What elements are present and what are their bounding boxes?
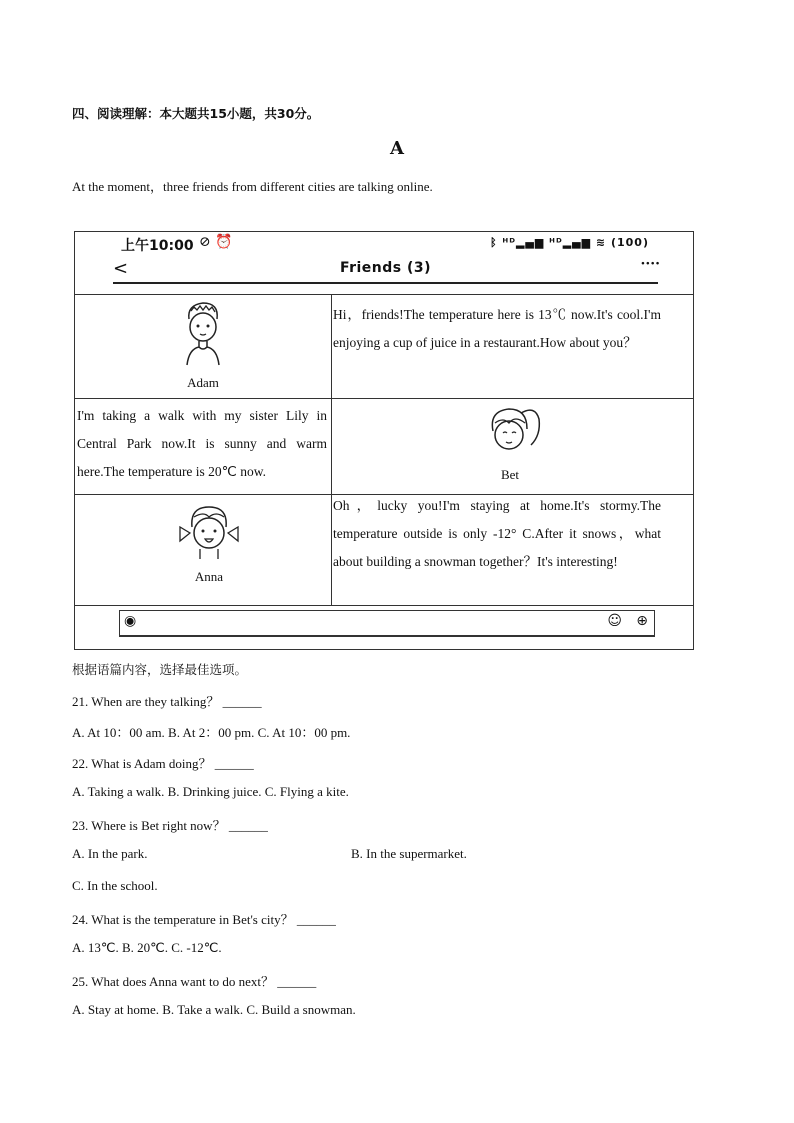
message-row <box>75 398 693 494</box>
message-row <box>75 294 693 398</box>
options-22: A. Taking a walk. B. Drinking juice. C. Flying a kite. <box>72 784 349 799</box>
question-21: 21. When are they talking？ ______ <box>72 694 262 709</box>
more-icon[interactable]: ···· <box>640 256 660 272</box>
chat-header <box>113 256 660 284</box>
options-21: A. At 10：00 am. B. At 2：00 pm. C. At 10：00 pm. <box>72 725 351 740</box>
avatar <box>161 499 257 585</box>
options-24: A. 13℃. B. 20℃. C. -12℃. <box>72 940 222 955</box>
option-23c: C. In the school. <box>72 878 158 893</box>
add-icon[interactable]: ⊕ <box>636 613 648 629</box>
alarm-icon: ⊘ ⏰ <box>199 234 233 250</box>
back-icon[interactable]: < <box>113 258 129 279</box>
girl-pigtails-avatar-icon <box>174 499 244 563</box>
passage-intro: At the moment，three friends from different cities are talking online. <box>72 179 433 194</box>
option-23b: B. In the supermarket. <box>351 846 467 861</box>
avatar-name-adam: Adam <box>187 375 219 390</box>
status-bar <box>75 232 693 256</box>
chat-title: Friends (3) <box>339 260 432 276</box>
avatar <box>465 401 555 483</box>
emoji-icon[interactable]: ☺ <box>607 613 622 629</box>
passage-title: A <box>390 138 404 159</box>
options-25: A. Stay at home. B. Take a walk. C. Build a snowman. <box>72 1002 356 1017</box>
message-adam: Hi，friends!The temperature here is 13℃ now.It's cool.I'm enjoying a cup of juice in a restaurant.How about you？ <box>333 307 661 350</box>
question-25: 25. What does Anna want to do next？ ______ <box>72 974 317 989</box>
status-time: 上午10:00 <box>121 238 194 254</box>
question-24: 24. What is the temperature in Bet's city？ ______ <box>72 912 336 927</box>
avatar <box>155 297 251 391</box>
message-input-bar[interactable] <box>119 610 655 637</box>
option-23a: A. In the park. <box>72 846 148 861</box>
message-row <box>75 494 693 607</box>
question-22: 22. What is Adam doing？ ______ <box>72 756 254 771</box>
avatar-name-bet: Bet <box>500 467 520 482</box>
avatar-name-anna: Anna <box>194 569 224 584</box>
status-icons: ᛒ ᴴᴰ▂▄▆ ᴴᴰ▂▄▆ ≋ (100) <box>489 236 649 249</box>
girl-ponytail-avatar-icon <box>475 401 545 461</box>
divider <box>75 605 693 606</box>
section-heading: 四、阅读理解：本大题共15小题，共30分。 <box>72 106 320 121</box>
column-divider <box>331 294 332 605</box>
chat-screenshot <box>74 231 694 650</box>
boy-avatar-icon <box>173 297 233 369</box>
message-grid <box>75 294 693 607</box>
instruction: 根据语篇内容，选择最佳选项。 <box>72 662 248 677</box>
question-23: 23. Where is Bet right now？ ______ <box>72 818 268 833</box>
voice-icon[interactable]: ◉ <box>124 613 137 629</box>
message-anna: Oh，lucky you!I'm staying at home.It's stormy.The temperature outside is only -12° C.After it snows，what about building a snowman together？It's interesting! <box>333 498 661 569</box>
message-bet: I'm taking a walk with my sister Lily in Central Park now.It is sunny and warm here.The temperature is 20℃ now. <box>77 408 327 479</box>
